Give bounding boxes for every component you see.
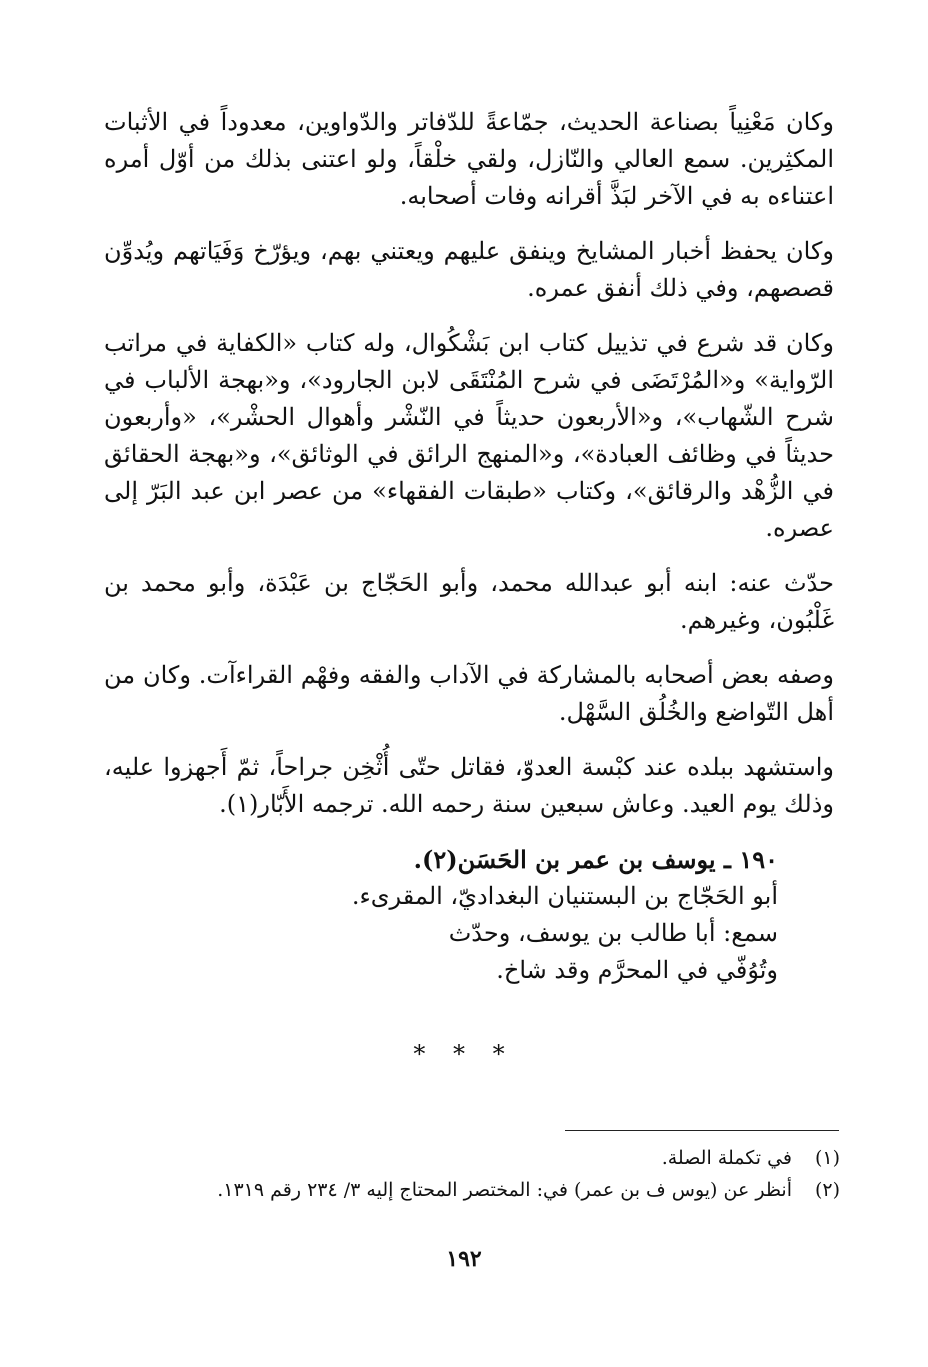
paragraph: وكان مَعْنِياً بصناعة الحديث، جمّاعةً للدّفاتر والدّواوين، معدوداً في الأثبات المكثِرين. سمع العالي والنّازل، ولقي خلْقاً، ولو اعتنى بذلك من أوّل أمره اعتناءه به في الآخر لبَذَّ أقرانه وفات أصحابه. [104, 108, 834, 210]
page-number: ١٩٢ [446, 1246, 482, 1272]
paragraph: حدّث عنه: ابنه أبو عبدالله محمد، وأبو الحَجّاج بن عَبْدَة، وأبو محمد بن غَلْبُون، وغيرهم. [104, 569, 834, 634]
biography-entry [104, 841, 834, 989]
footnotes [104, 1142, 840, 1206]
footnote [104, 1174, 840, 1206]
footnote [104, 1142, 840, 1174]
entry-line: أبو الحَجّاج بن البستنيان البغداديّ، المقرىء. [351, 882, 778, 910]
footnote-text: أنظر عن (يوس ف بن عمر) في: المختصر المحتاج إليه ٣/ ٢٣٤ رقم ١٣١٩. [217, 1179, 792, 1201]
paragraph: وكان قد شرع في تذييل كتاب ابن بَشْكُوال، وله كتاب «الكفاية في مراتب الرّواية» و«المُرْتَضَى في شرح المُنْتَقَى لابن الجارود»، و«بهجة الألباب في شرح الشّهاب»، و«الأربعون حديثاً في النّشْر وأهوال الحشْر»، «وأربعون حديثاً في وظائف العبادة»، و«المنهج الرائق في الوثائق»، و«بهجة الحقائق في الزُّهْد والرقائق»، وكتاب «طبقات الفقهاء» من عصر ابن عبد البَرّ إلى عصره. [104, 329, 834, 542]
paragraph: واستشهد ببلده عند كبْسة العدوّ، فقاتل حتّى أُثْخِن جراحاً، ثمّ أَجهزوا عليه، وذلك يوم العيد. وعاش سبعين سنة رحمه الله. ترجمه الأَبّار(١). [104, 753, 834, 818]
paragraph: وصفه بعض أصحابه بالمشاركة في الآداب والفقه وفهْم القراءآت. وكان من أهل التّواضع والخُلُق السَّهْل. [104, 661, 834, 726]
entry-title: ١٩٠ ـ يوسف بن عمر بن الحَسَن(٢). [413, 845, 778, 874]
footnote-text: في تكملة الصلة. [661, 1147, 792, 1169]
paragraph: وكان يحفظ أخبار المشايخ وينفق عليهم ويعتني بهم، ويؤرّخ وَفَيَاتهم ويُدوِّن قصصهم، وفي ذلك أنفق عمره. [104, 237, 835, 302]
entry-line: سمع: أبا طالب بن يوسف، وحدّث [448, 919, 778, 947]
footnote-number: (١) [814, 1147, 840, 1169]
footnote-number: (٢) [814, 1179, 840, 1201]
entry-line: وتُوُفّي في المحرَّم وقد شاخ. [496, 956, 778, 984]
page-body [104, 104, 834, 989]
footnote-divider [565, 1130, 839, 1131]
section-separator: * * * [413, 1040, 515, 1068]
